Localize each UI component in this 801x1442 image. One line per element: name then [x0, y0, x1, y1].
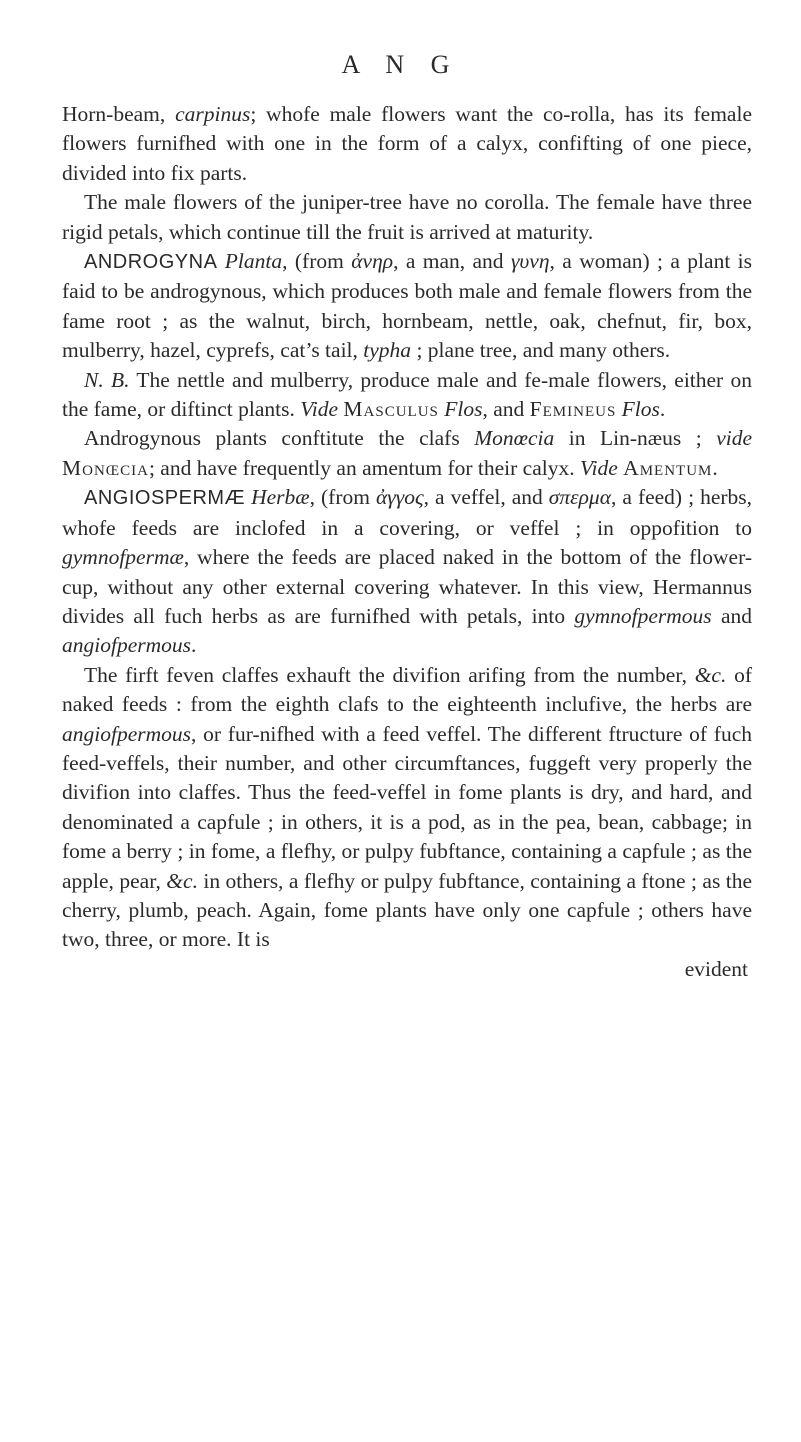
- paragraph-p4: [62, 366, 752, 425]
- running-header: A N G: [341, 50, 460, 79]
- italic-text: Monœcia: [474, 426, 555, 451]
- paragraph-p1: [62, 100, 752, 188]
- text-run: in others, a flefhy or pulpy fubftance, containing a ftone ; as the cherry, plumb, peach. Again, fome plants have only one capfule ; others have two, three, or more. It is: [62, 868, 752, 952]
- text-run: of naked feeds : from the eighth clafs to the eighteenth inclufive, the herbs are: [62, 662, 752, 717]
- text-run: .: [659, 397, 666, 422]
- italic-text: Flos: [444, 397, 483, 422]
- italic-text: angiofpermous: [62, 721, 191, 746]
- italic-text: N. B.: [84, 367, 130, 392]
- text-run: The male flowers of the juniper-tree have no corolla. The female have three rigid petals, which continue till the fruit is arrived at maturity.: [62, 190, 752, 244]
- text-run: ; whofe male flowers want the co-rolla, has its female flowers furnifhed with one in the form of a calyx, confifting of one piece, divided into fix parts.: [62, 102, 752, 185]
- text-run: ; and have frequently an amentum for their calyx.: [148, 455, 580, 480]
- paragraph-p6: [62, 483, 752, 660]
- text-run: .: [191, 633, 197, 658]
- text-run: The nettle and mulberry, produce male and fe-male flowers, either on the fame, or diftinct plants.: [62, 367, 752, 422]
- italic-text: carpinus: [175, 102, 251, 126]
- italic-text: Vide: [300, 397, 339, 422]
- italic-text: Vide: [579, 455, 618, 480]
- catchword: evident: [684, 956, 748, 981]
- text-run: in Lin-næus ;: [554, 426, 717, 451]
- entry-headword: ANGIOSPERMÆ: [84, 487, 246, 510]
- text-run: , (from: [309, 485, 376, 510]
- text-run: , or fur-nifhed with a feed veffel. The different ftructure of fuch feed-veffels, their number, and other circumftances, fuggeft very properly the divifion into claffes. Thus the feed-veffel in fome plants is dry, and hard, and denominated a capfule ; in others, it is a pod, as in the pea, bean, cabbage; in fome a berry ; in fome, a flefhy, or pulpy fubftance, containing a capfule ; as the apple, pear,: [62, 721, 752, 893]
- text-run: and: [711, 603, 752, 628]
- text-run: ; plane tree, and many others.: [411, 338, 671, 363]
- italic-text: ἀνηρ: [351, 249, 394, 274]
- text-run: , and: [482, 397, 530, 422]
- text-run: Androgynous plants conftitute the clafs: [84, 426, 475, 451]
- italic-text: typha: [363, 338, 412, 363]
- italic-text: angiofpermous: [62, 633, 191, 658]
- text-run: , a feed) ; herbs, whofe feeds are inclofed in a covering, or veffel ; in oppofition to: [62, 485, 753, 540]
- text-run: , a woman) ; a plant is faid to be androgynous, which produces both male and female flowers from the fame root ; as the walnut, birch, hornbeam, nettle, oak, chefnut, fir, box, mulberry, hazel, cyprefs, cat’s tail,: [62, 249, 753, 363]
- text-run: , (from: [282, 249, 352, 274]
- body-text: [62, 100, 752, 984]
- italic-text: Herbæ: [251, 485, 310, 510]
- text-run: Monœcia: [62, 455, 149, 480]
- entry-headword: ANDROGYNA: [84, 251, 218, 274]
- italic-text: σπερμα: [548, 485, 612, 510]
- text-run: [217, 249, 224, 273]
- italic-text: ἀγγος: [375, 485, 424, 510]
- paragraph-p7: [62, 661, 752, 955]
- text-run: Amentum: [623, 455, 713, 480]
- text-run: Femineus: [529, 397, 617, 422]
- italic-text: &c.: [166, 868, 198, 893]
- italic-text: vide: [716, 426, 753, 451]
- italic-text: Flos: [621, 397, 660, 422]
- italic-text: gymnofpermous: [574, 603, 712, 628]
- paragraph-p5: [62, 424, 752, 483]
- text-run: Horn-beam,: [62, 102, 176, 126]
- text-run: .: [712, 455, 718, 480]
- paragraph-p3: [62, 247, 752, 366]
- italic-text: γυνη: [510, 249, 550, 274]
- text-run: Masculus: [343, 397, 439, 422]
- italic-text: Planta: [224, 249, 283, 274]
- text-run: , a veffel, and: [423, 485, 549, 510]
- italic-text: &c.: [694, 662, 727, 687]
- text-run: , where the feeds are placed naked in the bottom of the flower-cup, without any other external covering whatever. In this view, Hermannus divides all fuch herbs as are furnifhed with petals, into: [62, 545, 752, 628]
- italic-text: gymnofpermæ: [62, 545, 184, 570]
- paragraph-p2: [62, 188, 752, 247]
- text-run: The firft feven claffes exhauft the divifion arifing from the number,: [84, 662, 695, 687]
- text-run: , a man, and: [393, 249, 511, 274]
